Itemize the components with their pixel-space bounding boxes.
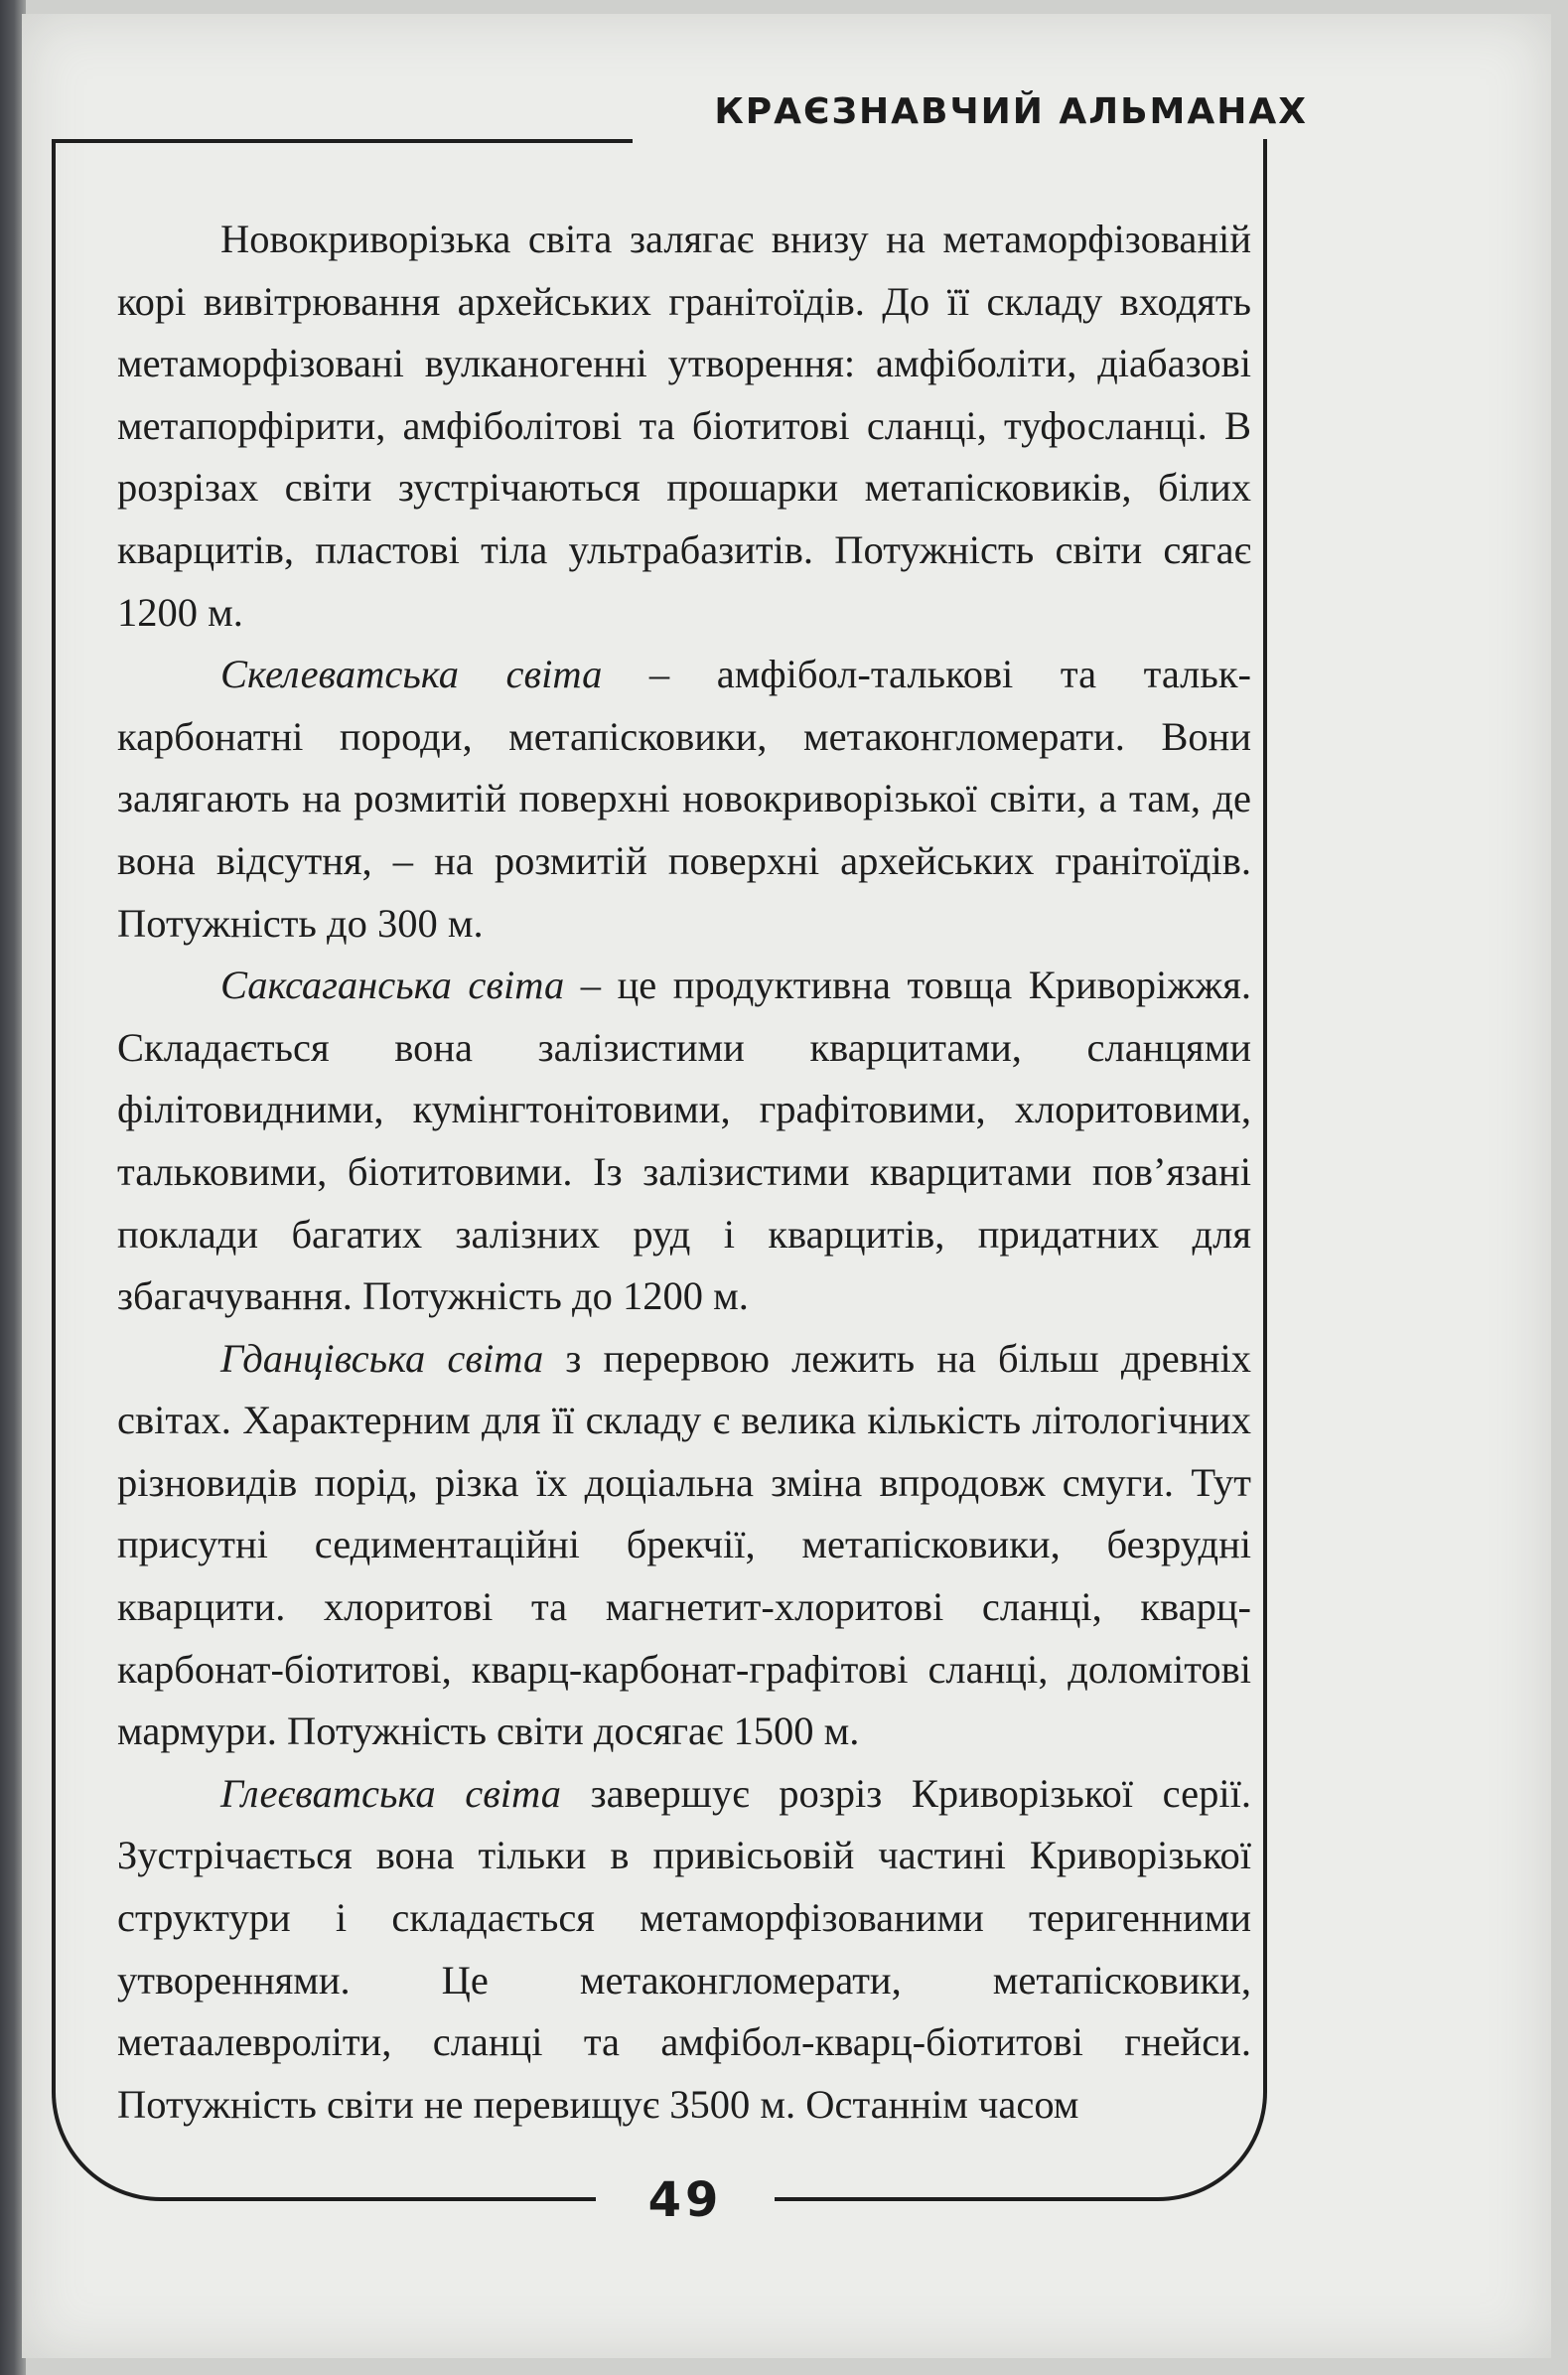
running-header: КРАЄЗНАВЧИЙ АЛЬМАНАХ — [714, 91, 1308, 132]
page-number-box — [596, 2172, 775, 2228]
paragraph-saksaganska — [117, 955, 1251, 1328]
paragraph-text: – це продуктивна товща Криворіжжя. Складається вона залізистими кварцитами, сланцями філітовидними, кумінгтонітовими, графітовими, хлоритовими, тальковими, біотитовими. Із залізистими кварцитами пов’язані поклади багатих залізних руд і кварцитів, придатних для збагачування. Потужність до 1200 м. — [117, 963, 1251, 1319]
body-text — [117, 209, 1251, 2136]
paragraph-term: Саксаганська світа — [220, 963, 565, 1008]
page-number: 49 — [647, 2172, 723, 2228]
paragraph-text: завершує розріз Криворізької серії. Зустрічається вона тільки в привісьовій частині Криворізької структури і складається метаморфізованими теригенними утвореннями. Це метаконгломерати, метапісковики, метаалевроліти, сланці та амфібол-кварц-біотитові гнейси. Потужність світи не перевищує 3500 м. Останнім часом — [117, 1770, 1251, 2127]
paragraph-text: Новокриворізька світа залягає внизу на метаморфізованій корі вивітрювання архейських гранітоїдів. До її складу входять метаморфізовані вулканогенні утворення: амфіболіти, діабазові метапорфірити, амфіболітові та біотитові сланці, туфосланці. В розрізах світи зустрічаються прошарки метапісковиків, білих кварцитів, пластові тіла ультрабазитів. Потужність світи сягає 1200 м. — [117, 217, 1251, 635]
paragraph-text: – амфібол-талькові та тальк-карбонатні породи, метапісковики, метаконгломерати. Вони залягають на розмитій поверхні новокриворізької світи, а там, де вона відсутня, – на розмитій поверхні архейських гранітоїдів. Потужність до 300 м. — [117, 652, 1252, 946]
paragraph-text: з перервою лежить на більш древніх світах. Характерним для її складу є велика кількість літологічних різновидів порід, різка їх доціальна зміна впродовж смуги. Тут присутні седиментаційні брекчії, метапісковики, безрудні кварцити. хлоритові та магнетит-хлоритові сланці, кварц-карбонат-біотитові, кварц-карбонат-графітові сланці, доломітові мармури. Потужність світи досягає 1500 м. — [117, 1335, 1252, 1754]
paragraph-novokryvorizka — [117, 209, 1251, 644]
paragraph-term: Гданцівська світа — [220, 1335, 544, 1381]
paragraph-skelevatska — [117, 644, 1251, 955]
paragraph-term: Скелеватська світа — [220, 652, 603, 697]
paragraph-gdantsivska — [117, 1328, 1251, 1763]
paragraph-term: Глеєватська світа — [220, 1770, 562, 1816]
paragraph-hleievatska — [117, 1763, 1251, 2137]
